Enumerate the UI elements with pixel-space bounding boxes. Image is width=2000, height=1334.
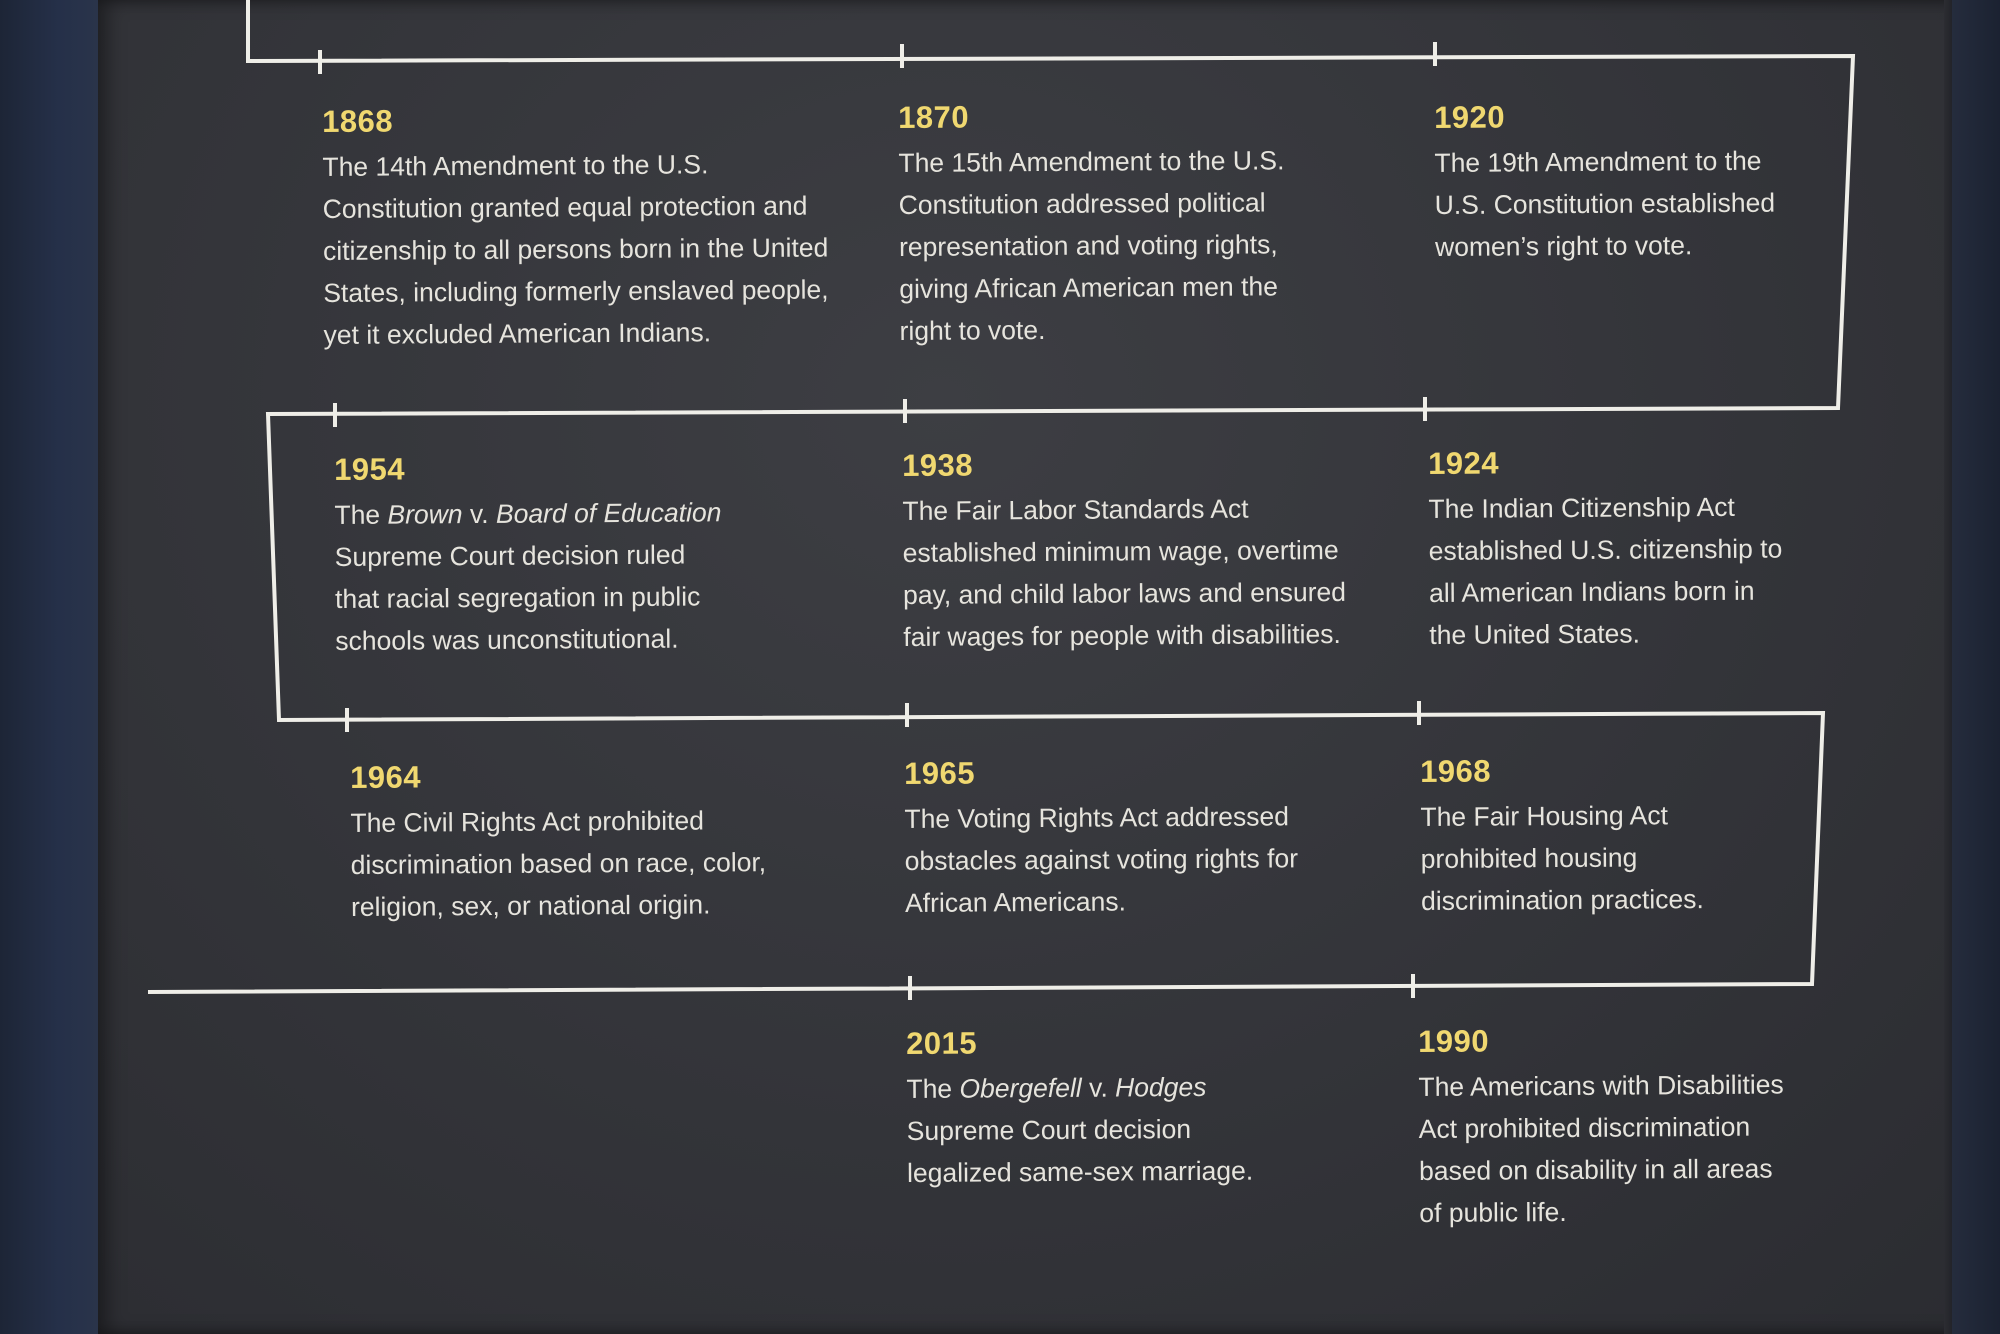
entry-year: 1964	[350, 759, 422, 795]
entry-line: The 19th Amendment to the	[1434, 145, 1762, 178]
entry-year: 1954	[334, 451, 406, 487]
case-name-part-1: Brown	[387, 499, 463, 530]
case-name-part-1: Obergefell	[959, 1072, 1082, 1104]
entry-line: The 14th Amendment to the U.S.	[322, 149, 709, 182]
entry-line: pay, and child labor laws and ensured	[902, 576, 1347, 610]
entry-line-first	[334, 491, 721, 536]
timeline-entry-1868	[322, 100, 829, 356]
text-run: The	[334, 499, 388, 530]
entry-line: The Americans with Disabilities	[1418, 1069, 1784, 1102]
entry-year: 2015	[906, 1025, 978, 1061]
case-name-part-2: Board of Education	[495, 497, 722, 529]
entry-line: discrimination practices.	[1420, 884, 1704, 916]
entry-line: women’s right to vote.	[1434, 230, 1693, 262]
entry-line: fair wages for people with disabilities.	[903, 618, 1341, 652]
entry-line: all American Indians born in	[1428, 575, 1755, 608]
entry-line: States, including formerly enslaved people,	[323, 274, 829, 308]
entry-line: African Americans.	[904, 886, 1127, 918]
entry-line: Constitution granted equal protection and	[322, 190, 808, 224]
entry-line: established minimum wage, overtime	[902, 534, 1339, 568]
entry-line: The 15th Amendment to the U.S.	[898, 145, 1285, 178]
entry-line: that racial segregation in public	[334, 581, 701, 614]
entry-year: 1924	[1428, 445, 1500, 481]
entry-year: 1920	[1434, 99, 1506, 135]
timeline-entry-1964	[350, 757, 767, 928]
entry-line: The Voting Rights Act addressed	[904, 801, 1290, 834]
entry-line: The Indian Citizenship Act	[1428, 491, 1735, 524]
entry-line: prohibited housing	[1420, 842, 1638, 874]
entry-line: The Civil Rights Act prohibited	[350, 805, 705, 838]
timeline-entry-1920	[1434, 98, 1775, 268]
entry-year: 1965	[904, 755, 976, 791]
entry-line: schools was unconstitutional.	[335, 623, 679, 656]
entry-line: citizenship to all persons born in the United	[322, 232, 829, 266]
entry-line: Act prohibited discrimination	[1418, 1111, 1751, 1144]
entry-line: The Fair Housing Act	[1420, 800, 1668, 832]
entry-line: yet it excluded American Indians.	[323, 317, 712, 350]
entry-year: 1990	[1418, 1023, 1490, 1059]
entry-year: 1968	[1420, 753, 1492, 789]
entry-line: giving African American men the	[899, 271, 1278, 304]
entry-year: 1868	[322, 103, 394, 139]
text-run: v.	[1081, 1072, 1116, 1103]
timeline-entry-1870	[898, 97, 1286, 352]
timeline-entry-1924	[1428, 444, 1783, 656]
entry-line: established U.S. citizenship to	[1428, 533, 1783, 566]
entry-line-first	[906, 1066, 1252, 1110]
timeline-entry-1954	[334, 449, 722, 662]
entry-line: obstacles against voting rights for	[904, 843, 1299, 876]
entry-line: U.S. Constitution established	[1434, 187, 1776, 220]
case-name-part-2: Hodges	[1115, 1071, 1207, 1103]
entry-year: 1938	[902, 447, 974, 483]
entry-line: based on disability in all areas	[1418, 1153, 1773, 1186]
text-run: v.	[462, 498, 497, 530]
entry-line: Supreme Court decision	[906, 1114, 1192, 1146]
entry-line: representation and voting rights,	[898, 229, 1278, 262]
entry-line: right to vote.	[899, 314, 1046, 346]
entry-year: 1870	[898, 99, 970, 135]
entry-line: The Fair Labor Standards Act	[902, 493, 1249, 526]
entry-line: discrimination based on race, color,	[350, 847, 767, 880]
timeline-entry-1968	[1420, 752, 1704, 922]
timeline-entry-1938	[902, 445, 1346, 658]
timeline-entry-2015	[906, 1024, 1253, 1194]
timeline-entry-1965	[904, 753, 1298, 924]
entry-line: religion, sex, or national origin.	[350, 889, 711, 922]
entry-line: of public life.	[1419, 1196, 1567, 1228]
timeline-entry-1990	[1418, 1021, 1785, 1234]
entry-line: Constitution addressed political	[898, 187, 1266, 220]
entry-line: legalized same-sex marriage.	[906, 1155, 1254, 1188]
text-run: The	[906, 1073, 960, 1104]
entry-line: the United States.	[1429, 618, 1641, 650]
entry-line: Supreme Court decision ruled	[334, 539, 686, 572]
